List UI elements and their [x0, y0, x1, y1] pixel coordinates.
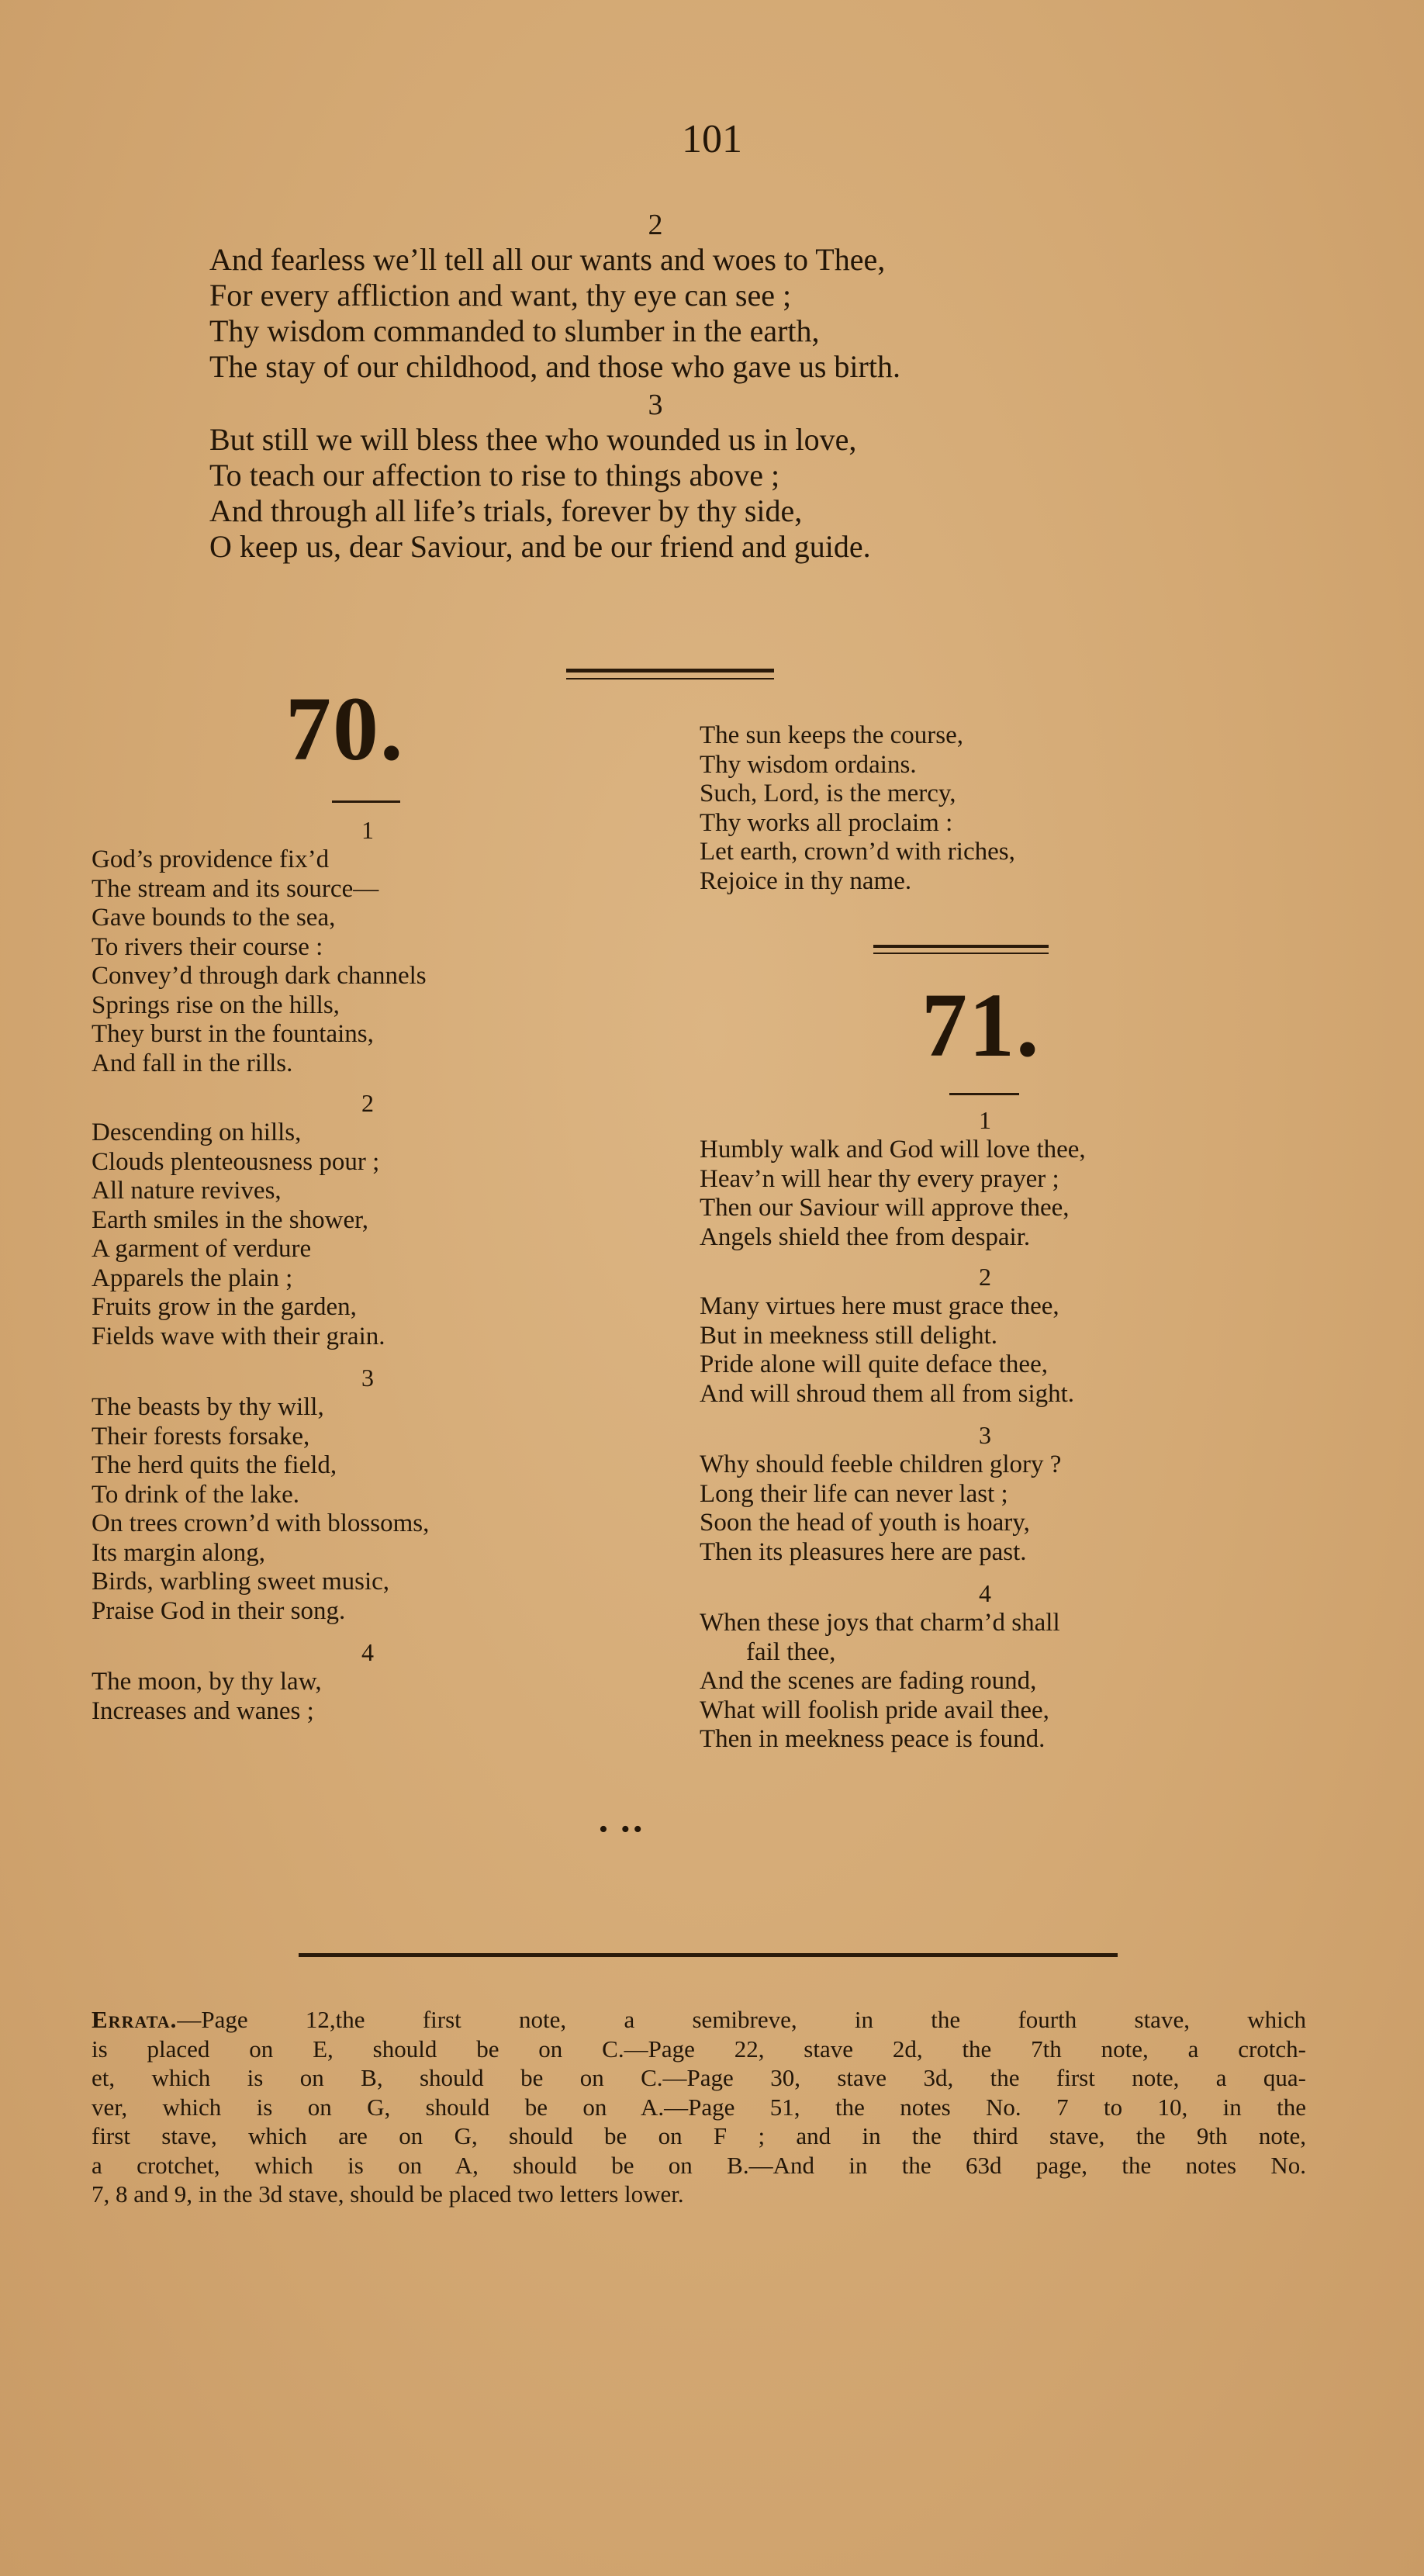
- stanza-number: 2: [648, 209, 663, 241]
- hymn-number-rule: [949, 1093, 1019, 1095]
- stanza-number: 3: [648, 389, 663, 421]
- verse-line: What will foolish pride avail thee,: [700, 1696, 1049, 1724]
- verse-line: But still we will bless thee who wounded us in love,: [209, 422, 857, 457]
- verse-line: And will shroud them all from sight.: [700, 1379, 1075, 1408]
- section-divider: [566, 669, 774, 679]
- verse-line: Praise God in their song.: [92, 1596, 346, 1625]
- verse-line: The beasts by thy will,: [92, 1393, 324, 1421]
- verse-line: And fearless we’ll tell all our wants and woes to Thee,: [209, 242, 886, 277]
- verse-line: Angels shield thee from despair.: [700, 1222, 1031, 1251]
- verse-line: To drink of the lake.: [92, 1480, 300, 1509]
- verse-line: To teach our affection to rise to things above ;: [209, 458, 780, 493]
- hymn-number-rule: [332, 800, 400, 803]
- verse-line: Birds, warbling sweet music,: [92, 1568, 390, 1596]
- verse-line: Apparels the plain ;: [92, 1264, 293, 1292]
- verse-line: All nature revives,: [92, 1177, 282, 1205]
- verse-line: Thy wisdom ordains.: [700, 750, 917, 779]
- verse-line: Fruits grow in the garden,: [92, 1293, 357, 1321]
- errata-heading: Errata.: [92, 2006, 178, 2033]
- hymn-71-column: [700, 1105, 1289, 1755]
- stanza-number: 4: [361, 1638, 374, 1666]
- verse-line: Long their life can never last ;: [700, 1479, 1008, 1508]
- verse-line: And fall in the rills.: [92, 1049, 293, 1077]
- verse-line: Thy wisdom commanded to slumber in the earth,: [209, 313, 820, 348]
- verse-line: The stream and its source—: [92, 874, 379, 903]
- section-divider: [873, 945, 1049, 954]
- verse-line: Rejoice in thy name.: [700, 866, 912, 895]
- verse-line: Then our Saviour will approve thee,: [700, 1194, 1070, 1222]
- verse-line: For every affliction and want, thy eye can see ;: [209, 278, 792, 313]
- verse-line: Clouds plenteousness pour ;: [92, 1147, 380, 1176]
- verse-line: The stay of our childhood, and those who gave us birth.: [209, 349, 900, 384]
- verse-line: Such, Lord, is the mercy,: [700, 780, 956, 807]
- verse-line: Heav’n will hear thy every prayer ;: [700, 1164, 1059, 1193]
- verse-line: On trees crown’d with blossoms,: [92, 1509, 430, 1537]
- verse-line: Humbly walk and God will love thee,: [700, 1136, 1086, 1164]
- verse-line: Then in meekness peace is found.: [700, 1725, 1046, 1753]
- verse-line: O keep us, dear Saviour, and be our friend and guide.: [209, 529, 871, 564]
- verse-line: fail thee,: [746, 1637, 836, 1666]
- hymn-70-column: [92, 814, 588, 1726]
- errata: [92, 2005, 1306, 2209]
- errata-line: 7, 8 and 9, in the 3d stave, should be placed two letters lower.: [92, 2180, 684, 2208]
- errata-line: ver, which is on G, should be on A.—Page 51, the notes No. 7 to 10, in the: [92, 2093, 1306, 2121]
- stanza-number: 3: [361, 1364, 374, 1392]
- verse-line: The herd quits the field,: [92, 1451, 337, 1479]
- verse-line: Pride alone will quite deface thee,: [700, 1350, 1048, 1378]
- verse-line: Why should feeble children glory ?: [700, 1451, 1062, 1478]
- verse-line: Convey’d through dark channels: [92, 962, 427, 990]
- verse-line: Their forests forsake,: [92, 1422, 310, 1451]
- verse-line: Then its pleasures here are past.: [700, 1537, 1027, 1566]
- column-mark: • ••: [599, 1815, 646, 1844]
- verse-line: Descending on hills,: [92, 1119, 302, 1146]
- section-divider: [299, 1953, 1118, 1957]
- verse-line: Springs rise on the hills,: [92, 991, 340, 1019]
- errata-line: is placed on E, should be on C.—Page 22, stave 2d, the 7th note, a crotch-: [92, 2035, 1306, 2063]
- verse-line: When these joys that charm’d shall: [700, 1609, 1060, 1637]
- verse-line: Many virtues here must grace thee,: [700, 1292, 1059, 1320]
- verse-line: Earth smiles in the shower,: [92, 1205, 369, 1234]
- stanza-number: 3: [979, 1421, 991, 1449]
- verse-line: The moon, by thy law,: [92, 1668, 322, 1696]
- verse-line: Its margin along,: [92, 1538, 265, 1567]
- hymn-70-continuation: [700, 721, 1289, 896]
- errata-line: first stave, which are on G, should be on F ; and in the third stave, the 9th note,: [92, 2122, 1306, 2149]
- verse-line: Soon the head of youth is hoary,: [700, 1509, 1030, 1537]
- verse-line: They burst in the fountains,: [92, 1020, 374, 1048]
- stanza-number: 1: [979, 1106, 991, 1134]
- stanza-number: 2: [361, 1089, 374, 1117]
- verse-line: And the scenes are fading round,: [700, 1667, 1037, 1695]
- verse-line: To rivers their course :: [92, 932, 323, 961]
- stanza-number: 2: [979, 1263, 991, 1291]
- errata-text: —Page 12,the first note, a semibreve, in the fourth stave, which: [177, 2006, 1306, 2033]
- verse-line: God’s providence fix’d: [92, 845, 330, 873]
- errata-line: et, which is on B, should be on C.—Page 30, stave 3d, the first note, a qua-: [92, 2064, 1306, 2091]
- verse-line: The sun keeps the course,: [700, 721, 963, 749]
- verse-line: A garment of verdure: [92, 1235, 312, 1263]
- hymn-number-70: 70.: [285, 678, 405, 780]
- hymn-number-71: 71.: [921, 974, 1041, 1076]
- stanza-number: 1: [361, 816, 374, 844]
- errata-line: a crotchet, which is on A, should be on B.—And in the 63d page, the notes No.: [92, 2151, 1306, 2179]
- verse-line: Fields wave with their grain.: [92, 1322, 385, 1350]
- verse-line: Let earth, crown’d with riches,: [700, 838, 1015, 866]
- verse-line: But in meekness still delight.: [700, 1321, 998, 1350]
- page-number: 101: [682, 117, 742, 161]
- errata-line: [92, 2005, 1306, 2035]
- verse-line: Increases and wanes ;: [92, 1696, 314, 1725]
- verse-line: And through all life’s trials, forever by thy side,: [209, 493, 803, 528]
- verse-line: Thy works all proclaim :: [700, 808, 953, 837]
- verse-line: Gave bounds to the sea,: [92, 904, 336, 932]
- stanza-number: 4: [979, 1579, 991, 1607]
- top-hymn: [209, 208, 1218, 565]
